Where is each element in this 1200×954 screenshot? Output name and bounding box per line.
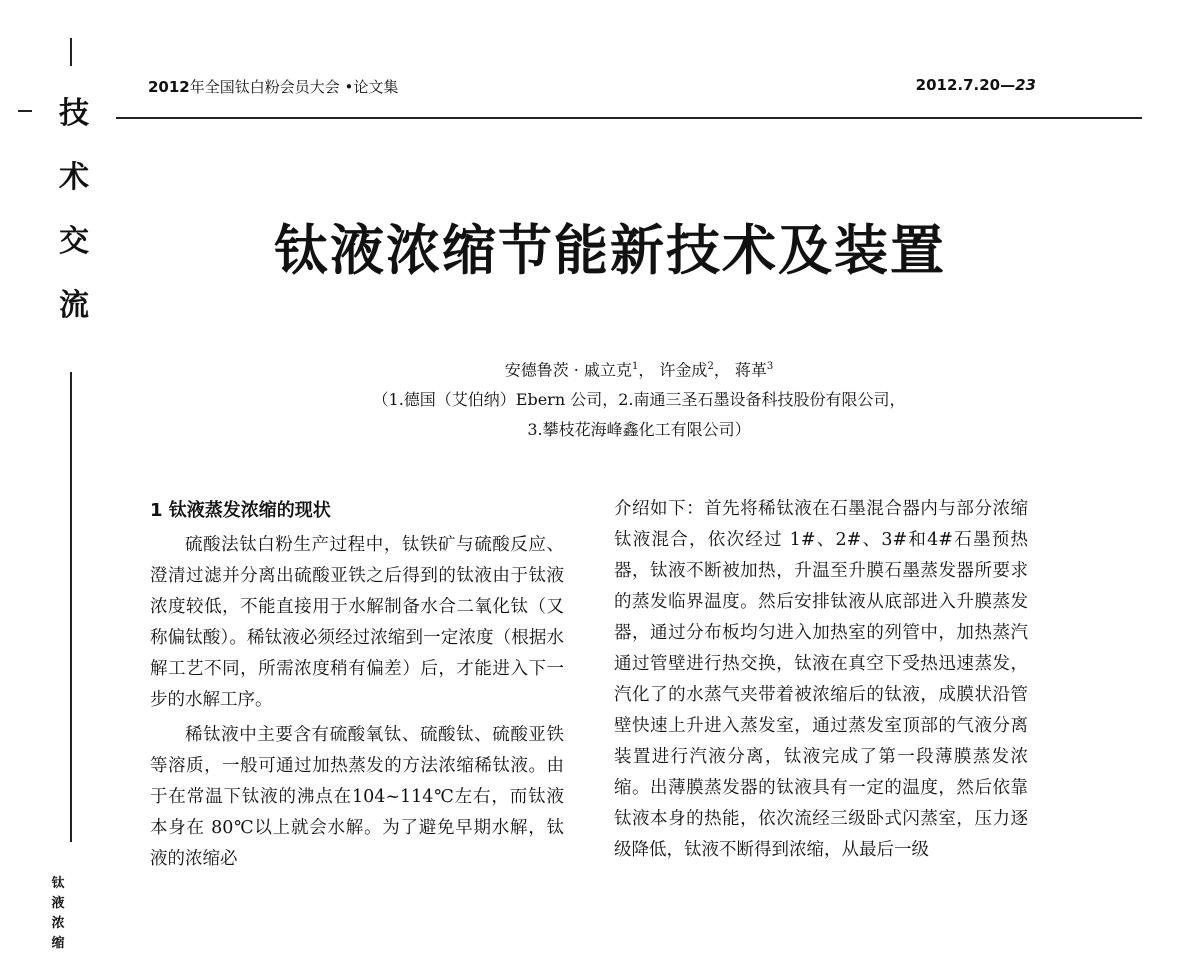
section-label-char: 流 — [59, 288, 89, 323]
margin-rule-top — [70, 38, 72, 66]
section-label-char: 交 — [59, 224, 89, 259]
section-label-char: 技 — [59, 96, 89, 131]
paragraph: 硫酸法钛白粉生产过程中，钛铁矿与硫酸反应、澄清过滤并分离出硫酸亚铁之后得到的钛液由于钛液浓度较低，不能直接用于水解制备水合二氧化钛（又称偏钛酸）。稀钛液必须经过浓缩到一定浓度（根据水解工艺不同，所需浓度稍有偏差）后，才能进入下一步的水解工序。 — [150, 535, 564, 710]
author-1: 安德鲁茨 · 戚立克 — [504, 360, 632, 380]
running-title-char: 钛 — [51, 876, 65, 891]
header-rule — [116, 117, 1142, 119]
journal-header — [148, 76, 398, 97]
author-3: 蒋革 — [734, 360, 767, 380]
author-2: 许金成 — [659, 360, 708, 380]
paragraph: 稀钛液中主要含有硫酸氧钛、硫酸钛、硫酸亚铁等溶质，一般可通过加热蒸发的方法浓缩稀钛液。由于在常温下钛液的沸点在104~114℃左右，而钛液本身在 80℃以上就会水解。为了避免早期水解，钛液的浓缩必 — [150, 725, 564, 869]
author-3-sup: 3 — [766, 361, 774, 372]
header-conference: 年全国钛白粉会员大会 •论文集 — [189, 78, 399, 96]
running-title — [46, 874, 70, 954]
header-date-prefix: 2012.7.20— — [915, 76, 1016, 94]
right-column — [614, 494, 1028, 870]
paragraph: 介绍如下：首先将稀钛液在石墨混合器内与部分浓缩钛液混合，依次经过 1#、2#、3#和4#石墨预热器，钛液不断被加热，升温至升膜石墨蒸发器所要求的蒸发临界温度。然后安排钛液从底部进入升膜蒸发器，通过分布板均匀进入加热室的列管中，加热蒸汽通过管壁进行热交换，钛液在真空下受热迅速蒸发，汽化了的水蒸气夹带着被浓缩后的钛液，成膜状沿管壁快速上升进入蒸发室，通过蒸发室顶部的气液分离装置进行汽液分离，钛液完成了第一段薄膜蒸发浓缩。出薄膜蒸发器的钛液具有一定的温度，然后依靠钛液本身的热能，依次流经三级卧式闪蒸室，压力逐级降低，钛液不断得到浓缩，从最后一级 — [614, 499, 1028, 860]
running-title-char: 液 — [51, 896, 65, 911]
left-column — [150, 494, 564, 879]
author-1-sup: 1 — [631, 361, 639, 372]
section-label-char: 术 — [59, 160, 89, 195]
affiliation-line-2: 3.攀枝花海峰鑫化工有限公司） — [527, 420, 751, 440]
author-block — [0, 352, 1200, 445]
header-year: 2012 — [148, 78, 190, 96]
header-date — [916, 76, 1036, 94]
affiliation-line-1: （1.德国（艾伯纳）Ebern 公司，2.南通三圣石墨设备科技股份有限公司， — [372, 390, 906, 410]
author-2-sup: 2 — [707, 361, 714, 372]
author-line: 安德鲁茨 · 戚立克$^1$， 许金成$^2$， 蒋革$^3$ — [504, 360, 774, 380]
margin-dash — [18, 110, 32, 112]
section-heading: 1 钛液蒸发浓缩的现状 — [150, 500, 331, 521]
running-title-char: 缩 — [51, 936, 65, 951]
header-date-end: 23 — [1015, 76, 1036, 94]
paper-title: 钛液浓缩节能新技术及装置 — [274, 219, 946, 282]
running-title-char: 浓 — [51, 916, 65, 931]
